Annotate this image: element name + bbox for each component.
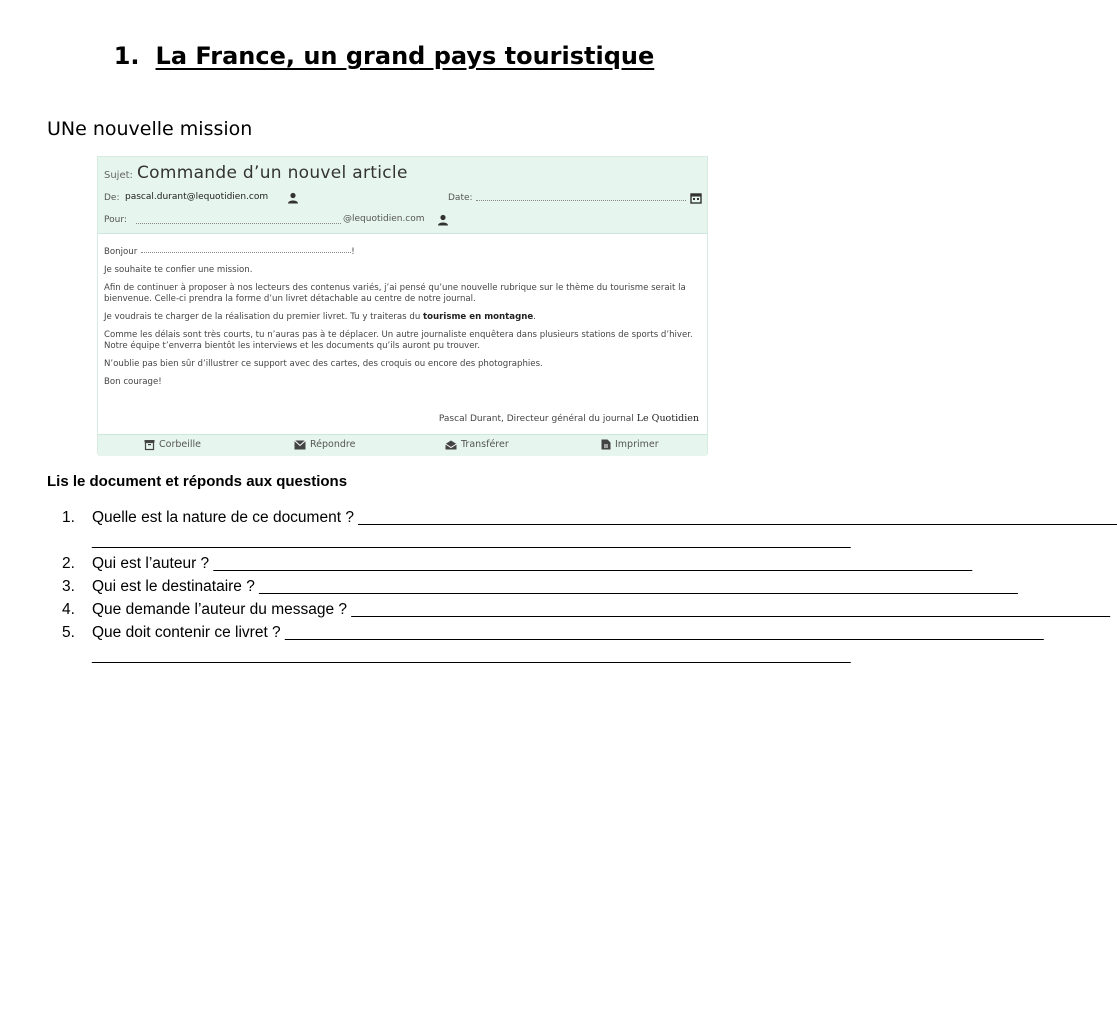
question-text: Que demande l’auteur du message ?	[92, 601, 348, 618]
from-label: De:	[104, 193, 120, 203]
print-button[interactable]: Imprimer	[601, 439, 659, 450]
print-icon	[601, 439, 611, 450]
instructions: Lis le document et réponds aux questions	[47, 473, 348, 490]
trash-icon	[144, 439, 155, 450]
answer-line[interactable]: ________________________________________________________________________________________	[92, 532, 851, 549]
title-number: 1.	[113, 42, 140, 70]
to-dotted-line	[136, 223, 341, 224]
question-text: Que doit contenir ce livret ?	[92, 624, 281, 641]
answer-line[interactable]: ________________________________________________________________________________________	[92, 647, 851, 664]
paragraph-4: Comme les délais sont très courts, tu n’auras pas à te déplacer. Un autre journaliste enquêtera dans plusieurs stations de sports d’hiver. Notre équipe t’enverra bientôt les interviews et les documents qu’ils auront pu trouver.	[104, 330, 693, 351]
calendar-icon	[690, 189, 702, 208]
forward-button[interactable]: Transférer	[445, 439, 509, 450]
paragraph-5: N’oublie pas bien sûr d’illustrer ce support avec des cartes, des croquis ou encore des photographies.	[104, 359, 543, 369]
question-5: 5. Que doit contenir ce livret ? ________________________________________________________________________________________	[62, 621, 722, 644]
question-text: Qui est l’auteur ?	[92, 555, 210, 572]
from-value: pascal.durant@lequotidien.com	[125, 192, 269, 202]
to-label: Pour:	[104, 215, 127, 225]
subject-label: Sujet:	[104, 170, 133, 181]
answer-line[interactable]: ________________________________________________________________________________________	[259, 578, 1018, 595]
trash-button[interactable]: Corbeille	[144, 439, 201, 450]
email-subject: Commande d’un nouvel article	[137, 163, 408, 183]
greeting-line: Bonjour !	[104, 247, 355, 257]
question-text: Quelle est la nature de ce document ?	[92, 509, 354, 526]
date-dotted-line	[476, 200, 686, 201]
greeting-dotted-line	[141, 252, 351, 253]
question-4: 4. Que demande l’auteur du message ? ________________________________________________________________________________________	[62, 598, 722, 621]
section-heading: UNe nouvelle mission	[47, 118, 253, 140]
header-divider	[98, 233, 707, 234]
question-list	[62, 506, 1117, 667]
answer-line[interactable]: ________________________________________________________________________________________	[285, 624, 1044, 641]
question-2: 2. Qui est l’auteur ? ________________________________________________________________________________________	[62, 552, 722, 575]
email-signature: Pascal Durant, Directeur général du journal Le Quotidien	[438, 413, 699, 424]
user-icon	[437, 211, 449, 230]
envelope-icon	[294, 440, 306, 450]
highlight-topic: tourisme en montagne	[423, 312, 534, 322]
email-body	[104, 247, 700, 395]
question-1: 1. Quelle est la nature de ce document ? ________________________________________________________________________________________	[62, 506, 722, 529]
to-value: @lequotidien.com	[343, 214, 425, 224]
email-figure	[97, 156, 708, 454]
answer-line[interactable]: ________________________________________________________________________________________	[358, 509, 1117, 526]
reply-button[interactable]: Répondre	[294, 439, 355, 450]
paragraph-2: Afin de continuer à proposer à nos lecteurs des contenus variés, j’ai pensé qu’une nouvelle rubrique sur le thème du tourisme serait la bienvenue. Celle-ci prendra la forme d’un livret détachable au centre de notre journal.	[104, 283, 686, 304]
date-label: Date:	[448, 193, 473, 203]
page-title	[0, 42, 768, 70]
paragraph-6: Bon courage!	[104, 377, 162, 387]
paragraph-3: Je voudrais te charger de la réalisation du premier livret. Tu y traiteras du tourisme en montagne.	[104, 312, 536, 322]
question-3: 3. Qui est le destinataire ? ________________________________________________________________________________________	[62, 575, 722, 598]
email-toolbar	[98, 434, 707, 456]
question-text: Qui est le destinataire ?	[92, 578, 255, 595]
answer-line[interactable]: ________________________________________________________________________________________	[351, 601, 1110, 618]
answer-line[interactable]: ________________________________________________________________________________________	[213, 555, 973, 572]
title-text: La France, un grand pays touristique	[155, 42, 655, 70]
user-icon	[287, 189, 299, 208]
journal-name: Le Quotidien	[636, 413, 699, 424]
forward-envelope-icon	[445, 440, 457, 450]
paragraph-1: Je souhaite te confier une mission.	[104, 265, 253, 275]
